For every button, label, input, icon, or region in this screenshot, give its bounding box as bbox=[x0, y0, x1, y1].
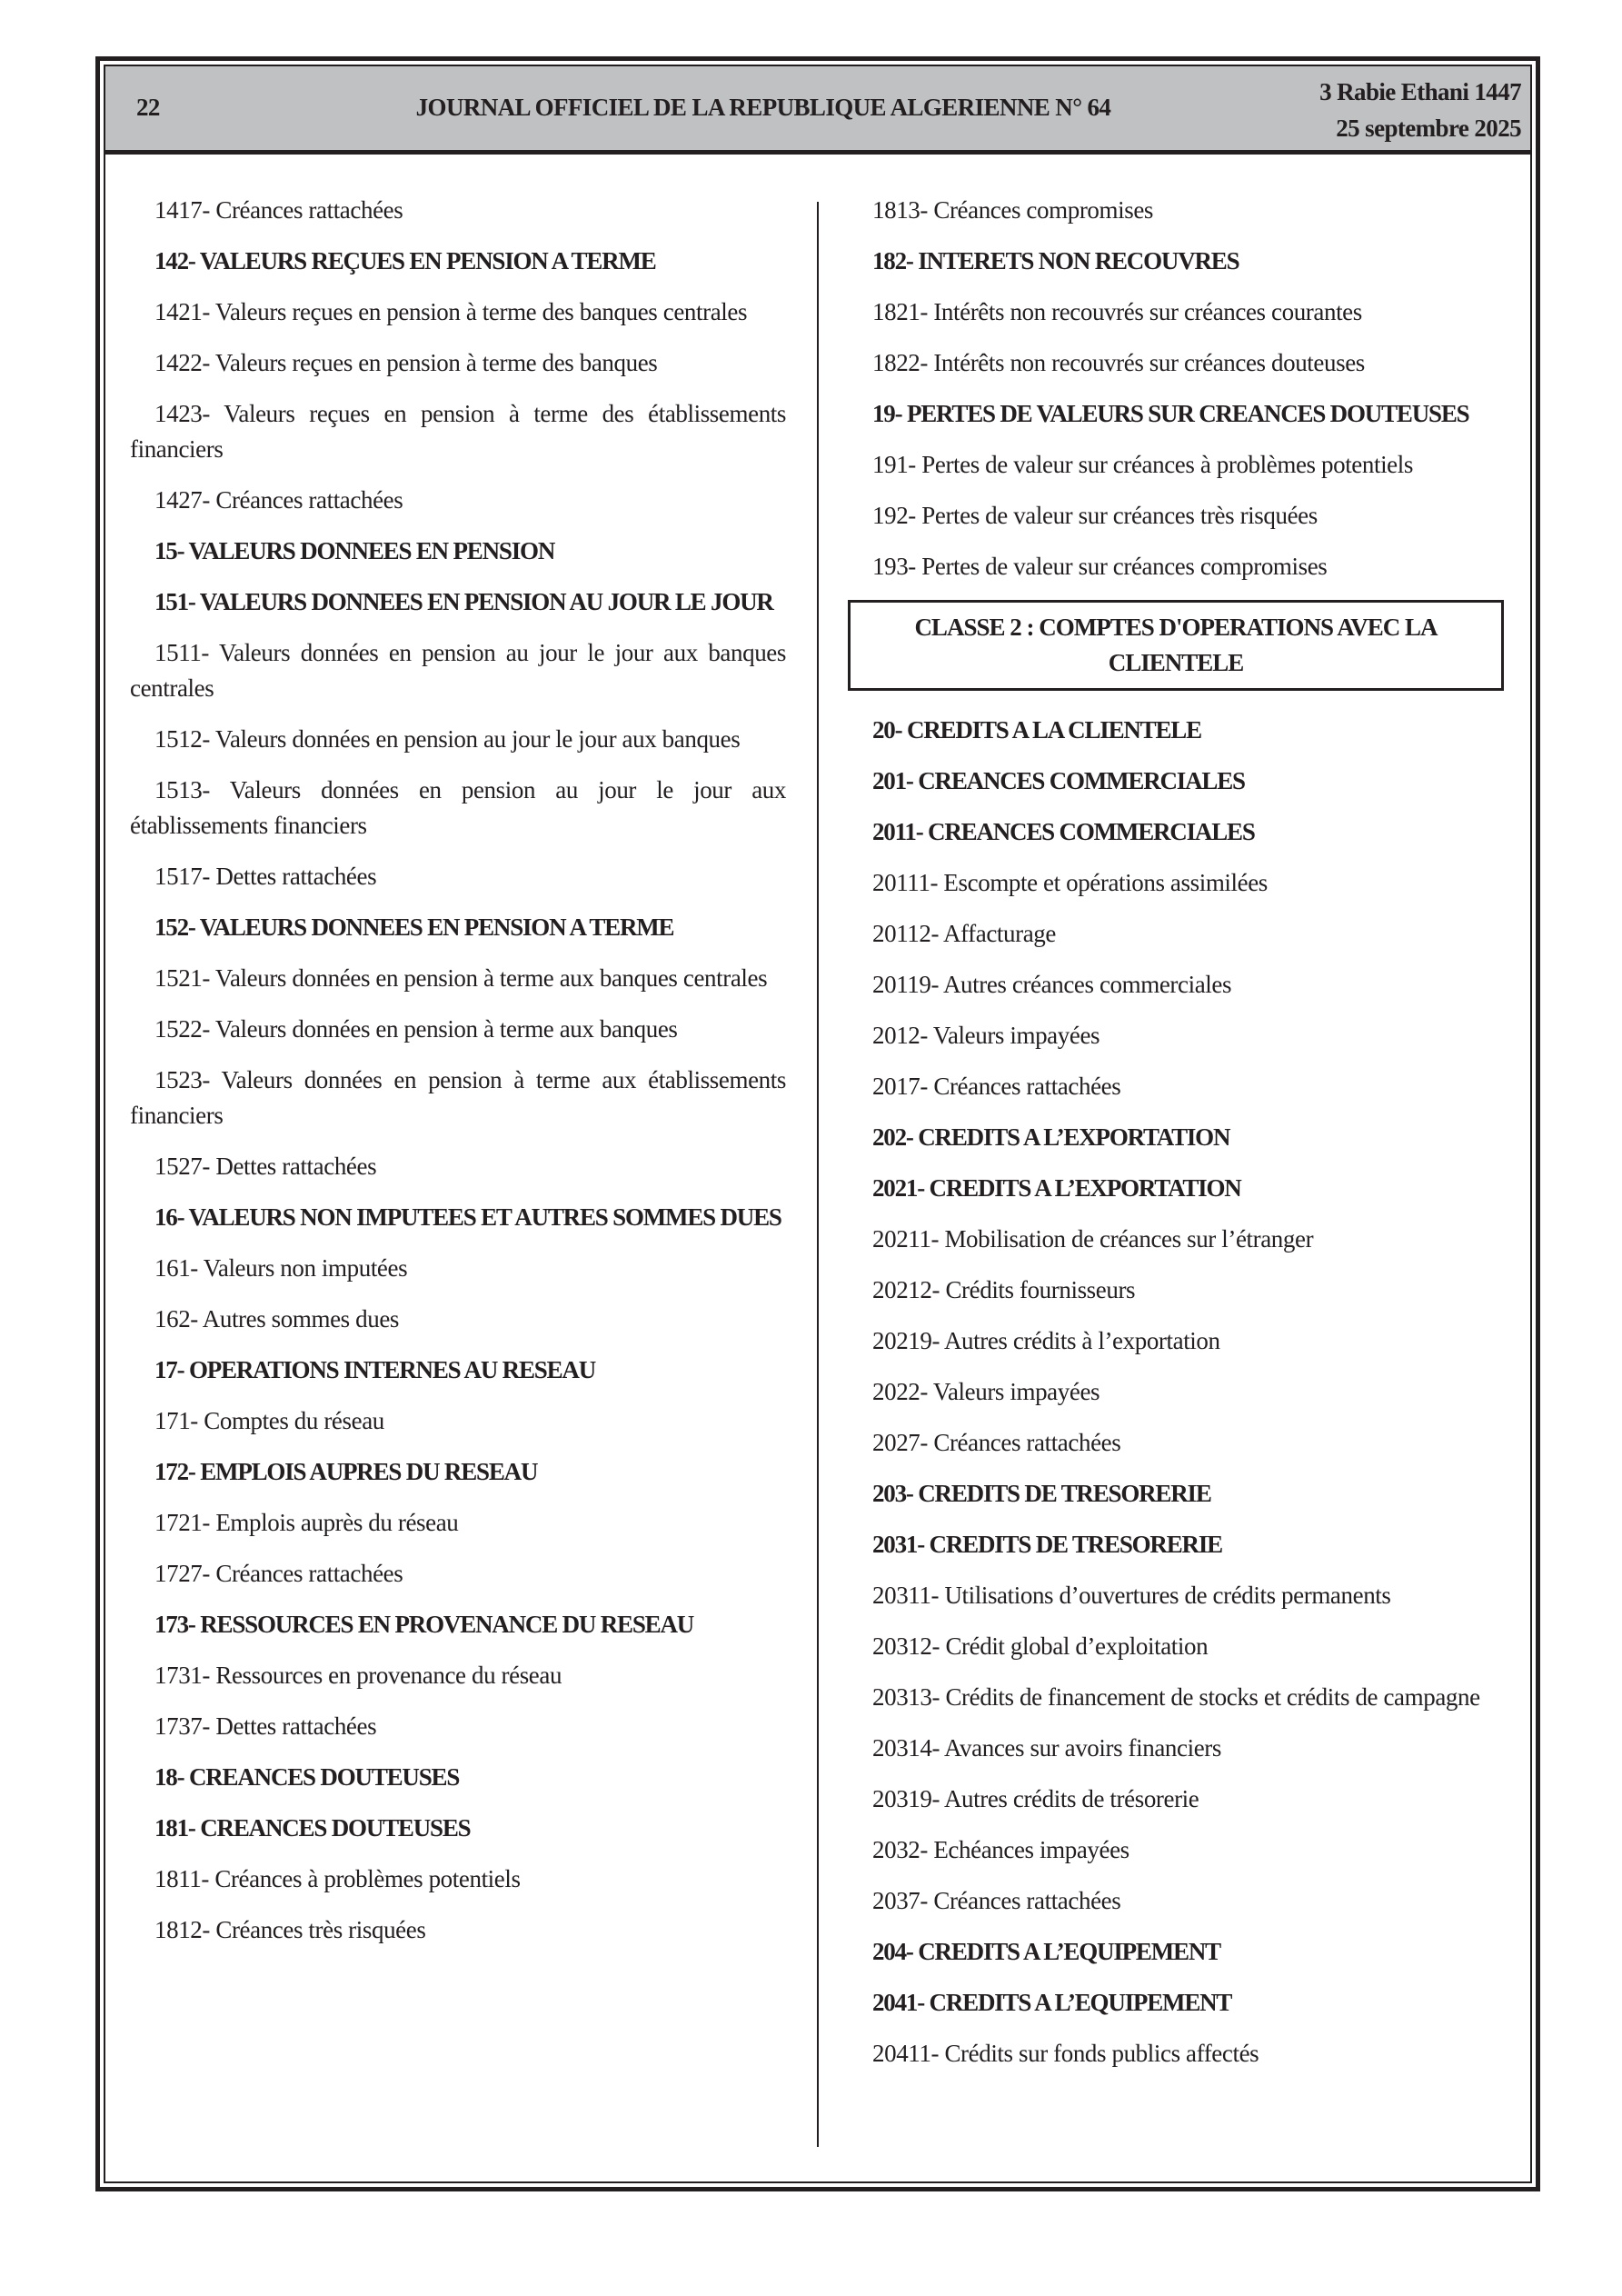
issue-date bbox=[1319, 74, 1521, 146]
account-entry: 1421- Valeurs reçues en pension à terme des banques centrales bbox=[154, 298, 748, 325]
account-entry: 20313- Crédits de financement de stocks et crédits de campagne bbox=[872, 1683, 1480, 1711]
account-entry: 2012- Valeurs impayées bbox=[872, 1022, 1100, 1049]
account-heading: 20- CREDITS A LA CLIENTELE bbox=[872, 716, 1201, 744]
account-heading: 181- CREANCES DOUTEUSES bbox=[154, 1814, 471, 1842]
account-entry: 1511- Valeurs données en pension au jour le jour aux banques centrales bbox=[130, 639, 786, 702]
account-heading: 152- VALEURS DONNEES EN PENSION A TERME bbox=[154, 913, 674, 941]
account-heading: 19- PERTES DE VALEURS SUR CREANCES DOUTEUSES bbox=[872, 400, 1469, 427]
account-heading: 202- CREDITS A L’EXPORTATION bbox=[872, 1123, 1230, 1151]
account-entry: 171- Comptes du réseau bbox=[154, 1407, 384, 1434]
right-column-bottom bbox=[848, 713, 1504, 2071]
account-heading: 16- VALEURS NON IMPUTEES ET AUTRES SOMMES DUES bbox=[154, 1203, 781, 1231]
account-entry: 2017- Créances rattachées bbox=[872, 1073, 1121, 1100]
account-entry: 20119- Autres créances commerciales bbox=[872, 971, 1232, 998]
account-heading: 142- VALEURS REÇUES EN PENSION A TERME bbox=[154, 247, 656, 275]
account-entry: 2032- Echéances impayées bbox=[872, 1836, 1129, 1863]
left-column bbox=[130, 193, 786, 1963]
account-entry: 20219- Autres crédits à l’exportation bbox=[872, 1327, 1220, 1354]
account-heading: 18- CREANCES DOUTEUSES bbox=[154, 1763, 460, 1791]
account-heading: 17- OPERATIONS INTERNES AU RESEAU bbox=[154, 1356, 596, 1383]
account-heading: 172- EMPLOIS AUPRES DU RESEAU bbox=[154, 1458, 538, 1485]
account-entry: 20311- Utilisations d’ouvertures de crédits permanents bbox=[872, 1582, 1391, 1609]
account-entry: 1521- Valeurs données en pension à terme aux banques centrales bbox=[154, 964, 768, 992]
account-entry: 20211- Mobilisation de créances sur l’étranger bbox=[872, 1225, 1314, 1253]
account-entry: 1512- Valeurs données en pension au jour le jour aux banques bbox=[154, 725, 741, 753]
account-entry: 1522- Valeurs données en pension à terme aux banques bbox=[154, 1015, 678, 1043]
account-entry: 1822- Intérêts non recouvrés sur créances douteuses bbox=[872, 349, 1365, 376]
class-heading-box: CLASSE 2 : COMPTES D'OPERATIONS AVEC LA CLIENTELE bbox=[848, 600, 1504, 691]
account-entry: 193- Pertes de valeur sur créances compromises bbox=[872, 553, 1328, 580]
account-entry: 1523- Valeurs données en pension à terme aux établissements financiers bbox=[130, 1066, 786, 1129]
account-heading: 182- INTERETS NON RECOUVRES bbox=[872, 247, 1239, 275]
account-entry: 1811- Créances à problèmes potentiels bbox=[154, 1865, 521, 1892]
page-number: 22 bbox=[136, 94, 160, 121]
account-entry: 161- Valeurs non imputées bbox=[154, 1254, 408, 1282]
account-entry: 1731- Ressources en provenance du réseau bbox=[154, 1662, 562, 1689]
account-heading: 173- RESSOURCES EN PROVENANCE DU RESEAU bbox=[154, 1611, 694, 1638]
journal-header bbox=[105, 66, 1530, 155]
account-entry: 192- Pertes de valeur sur créances très risquées bbox=[872, 502, 1318, 529]
account-entry: 1423- Valeurs reçues en pension à terme des établissements financiers bbox=[130, 400, 786, 463]
account-entry: 1527- Dettes rattachées bbox=[154, 1153, 377, 1180]
account-entry: 1422- Valeurs reçues en pension à terme des banques bbox=[154, 349, 658, 376]
account-entry: 191- Pertes de valeur sur créances à problèmes potentiels bbox=[872, 451, 1413, 478]
account-entry: 1721- Emplois auprès du réseau bbox=[154, 1509, 459, 1536]
account-entry: 20111- Escompte et opérations assimilées bbox=[872, 869, 1268, 896]
account-entry: 20112- Affacturage bbox=[872, 920, 1056, 947]
account-entry: 2027- Créances rattachées bbox=[872, 1429, 1121, 1456]
account-heading: 2041- CREDITS A L’EQUIPEMENT bbox=[872, 1989, 1232, 2016]
account-entry: 1727- Créances rattachées bbox=[154, 1560, 403, 1587]
account-entry: 1517- Dettes rattachées bbox=[154, 863, 377, 890]
account-heading: 201- CREANCES COMMERCIALES bbox=[872, 767, 1245, 794]
account-entry: 1737- Dettes rattachées bbox=[154, 1712, 377, 1740]
account-entry: 20212- Crédits fournisseurs bbox=[872, 1276, 1136, 1303]
account-entry: 1813- Créances compromises bbox=[872, 196, 1154, 224]
account-entry: 1417- Créances rattachées bbox=[154, 196, 403, 224]
account-heading: 15- VALEURS DONNEES EN PENSION bbox=[154, 537, 555, 564]
account-entry: 1427- Créances rattachées bbox=[154, 486, 403, 514]
right-column bbox=[848, 193, 1504, 2087]
column-divider bbox=[817, 202, 819, 2147]
journal-title: JOURNAL OFFICIEL DE LA REPUBLIQUE ALGERIENNE N° 64 bbox=[415, 94, 1111, 121]
account-entry: 2037- Créances rattachées bbox=[872, 1887, 1121, 1914]
date-hijri: 3 Rabie Ethani 1447 bbox=[1319, 78, 1521, 105]
account-entry: 1821- Intérêts non recouvrés sur créances courantes bbox=[872, 298, 1362, 325]
account-heading: 2011- CREANCES COMMERCIALES bbox=[872, 818, 1255, 845]
account-entry: 20411- Crédits sur fonds publics affectés bbox=[872, 2040, 1259, 2067]
account-entry: 162- Autres sommes dues bbox=[154, 1305, 400, 1333]
account-entry: 2022- Valeurs impayées bbox=[872, 1378, 1100, 1405]
account-heading: 203- CREDITS DE TRESORERIE bbox=[872, 1480, 1211, 1507]
account-heading: 204- CREDITS A L’EQUIPEMENT bbox=[872, 1938, 1220, 1965]
account-entry: 1812- Créances très risquées bbox=[154, 1916, 426, 1943]
right-column-top bbox=[848, 193, 1504, 584]
account-entry: 20319- Autres crédits de trésorerie bbox=[872, 1785, 1199, 1812]
account-entry: 20312- Crédit global d’exploitation bbox=[872, 1632, 1209, 1660]
date-gregorian: 25 septembre 2025 bbox=[1336, 115, 1521, 142]
account-heading: 2021- CREDITS A L’EXPORTATION bbox=[872, 1174, 1241, 1202]
account-entry: 20314- Avances sur avoirs financiers bbox=[872, 1734, 1221, 1762]
account-heading: 151- VALEURS DONNEES EN PENSION AU JOUR LE JOUR bbox=[154, 588, 773, 615]
account-entry: 1513- Valeurs données en pension au jour le jour aux établissements financiers bbox=[130, 776, 786, 839]
account-heading: 2031- CREDITS DE TRESORERIE bbox=[872, 1531, 1222, 1558]
